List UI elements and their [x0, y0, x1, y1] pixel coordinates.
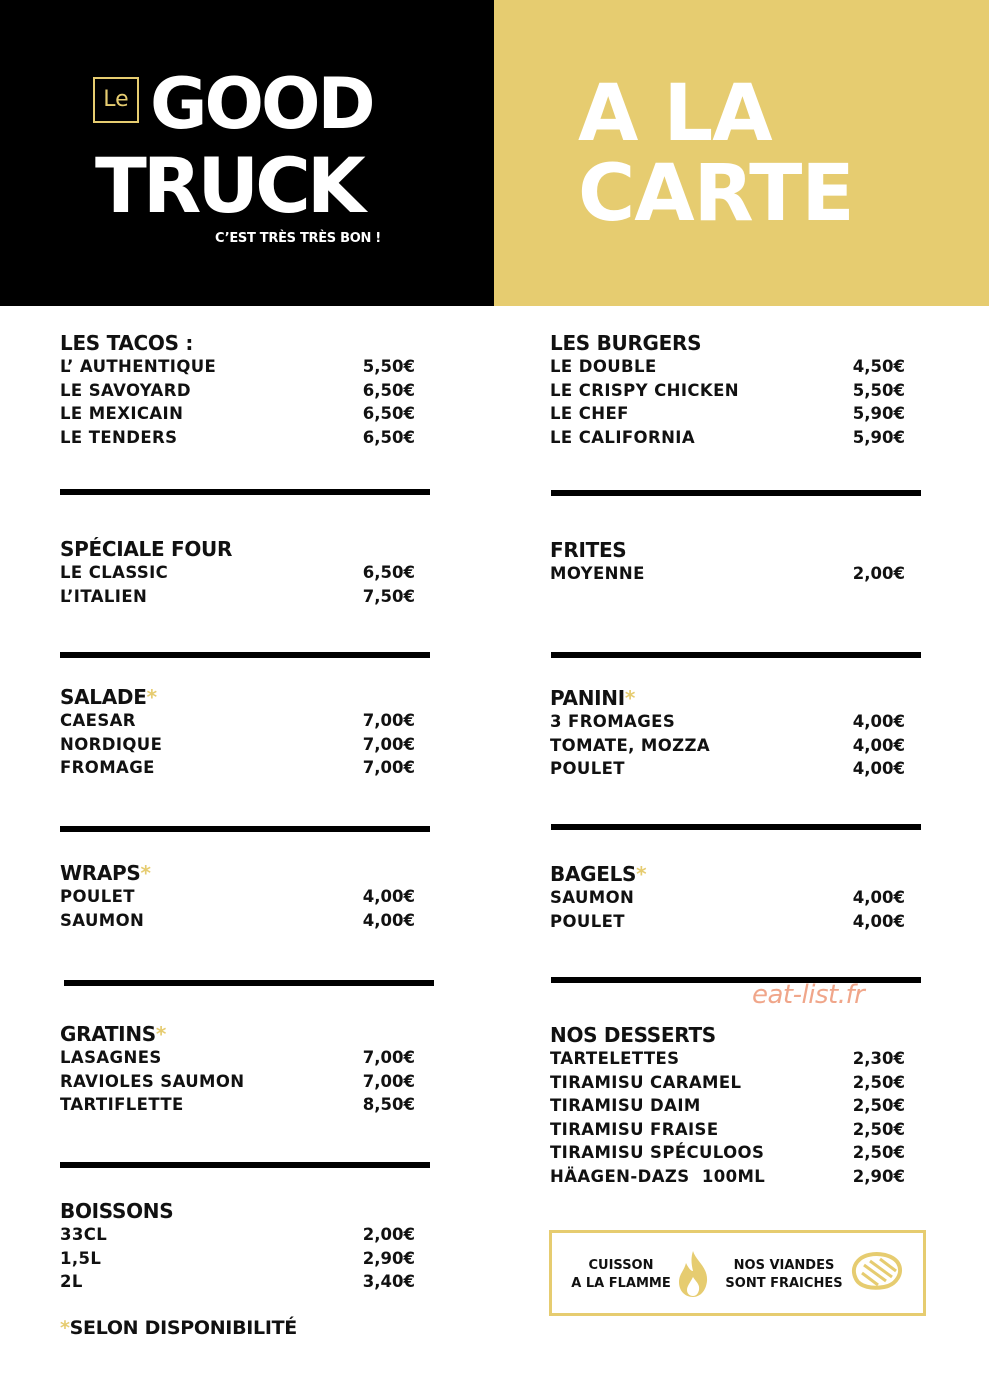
menu-item: TARTIFLETTE 8,50€ [60, 1095, 415, 1114]
menu-item: LE CRISPY CHICKEN 5,50€ [550, 380, 905, 400]
divider [60, 826, 430, 832]
footnote: *SELON DISPONIBILITÉ [60, 1317, 297, 1339]
tagline: C’EST TRÈS TRÈS BON ! [215, 231, 381, 246]
menu-item: TARTELETTES 2,30€ [550, 1049, 905, 1068]
badge-cuisson: CUISSON A LA FLAMME [571, 1258, 671, 1291]
title-line-2: CARTE [578, 149, 854, 239]
section-burgers [550, 331, 905, 449]
divider [551, 977, 921, 983]
menu-item: POULET 4,00€ [550, 911, 905, 931]
header-title-panel [494, 0, 989, 306]
divider [551, 490, 921, 496]
menu-item: LE TENDERS 6,50€ [60, 427, 415, 447]
page-title [578, 69, 854, 239]
menu-item: LASAGNES 7,00€ [60, 1048, 415, 1067]
section-panini [550, 686, 905, 781]
menu-item: LE CALIFORNIA 5,90€ [550, 427, 905, 447]
menu-item: TIRAMISU SPÉCULOOS 2,50€ [550, 1143, 905, 1162]
menu-item: LE MEXICAIN 6,50€ [60, 404, 415, 423]
menu-item: POULET 4,00€ [60, 887, 415, 906]
section-tacos [60, 331, 415, 449]
section-bagels [550, 862, 905, 933]
logo-good: GOOD [150, 63, 373, 145]
section-gratins [60, 1022, 415, 1117]
section-title: SPÉCIALE FOUR [60, 537, 233, 561]
section-title: LES TACOS : [60, 331, 194, 355]
divider [60, 652, 430, 658]
divider [60, 1162, 430, 1168]
section-speciale-four [60, 537, 415, 608]
divider [64, 980, 434, 986]
menu-item: SAUMON 4,00€ [550, 888, 905, 907]
divider [551, 652, 921, 658]
menu-item: SAUMON 4,00€ [60, 910, 415, 930]
menu-item: POULET 4,00€ [550, 759, 905, 778]
section-title: BAGELS* [550, 862, 647, 886]
menu-item: MOYENNE 2,00€ [550, 564, 905, 583]
logo-truck: TRUCK [95, 141, 362, 230]
menu-item: 3 FROMAGES 4,00€ [550, 712, 905, 731]
menu-item: TIRAMISU FRAISE 2,50€ [550, 1119, 905, 1139]
menu-item: LE SAVOYARD 6,50€ [60, 380, 415, 400]
section-title: LES BURGERS [550, 331, 702, 355]
menu-item: TIRAMISU CARAMEL 2,50€ [550, 1072, 905, 1092]
header-brand-panel [0, 0, 494, 306]
flame-icon [674, 1249, 712, 1299]
title-line-1: A LA [578, 69, 772, 159]
badge-viandes: NOS VIANDES SONT FRAICHES [725, 1258, 843, 1291]
menu-item: HÄAGEN-DAZS 100ML 2,90€ [550, 1166, 905, 1186]
section-frites [550, 538, 905, 586]
section-boissons [60, 1199, 415, 1294]
section-title: BOISSONS [60, 1199, 174, 1223]
quality-badges [549, 1230, 926, 1316]
menu-item: 1,5L 2,90€ [60, 1248, 415, 1268]
section-salade [60, 685, 415, 780]
menu-item: L’ITALIEN 7,50€ [60, 586, 415, 606]
menu-item: LE CLASSIC 6,50€ [60, 563, 415, 582]
menu-item: TOMATE, MOZZA 4,00€ [550, 735, 905, 755]
menu-item: TIRAMISU DAIM 2,50€ [550, 1096, 905, 1115]
steak-icon [850, 1251, 904, 1293]
section-title: FRITES [550, 538, 627, 562]
section-title: SALADE* [60, 685, 157, 709]
section-title: NOS DESSERTS [550, 1023, 716, 1047]
watermark: eat-list.fr [752, 980, 865, 1010]
menu-item: 33CL 2,00€ [60, 1225, 415, 1244]
menu-item: RAVIOLES SAUMON 7,00€ [60, 1071, 415, 1091]
menu-item: CAESAR 7,00€ [60, 711, 415, 730]
divider [60, 489, 430, 495]
logo-le-box: Le [93, 77, 139, 123]
section-title: PANINI* [550, 686, 636, 710]
section-wraps [60, 861, 415, 932]
menu-item: 2L 3,40€ [60, 1272, 415, 1291]
divider [551, 824, 921, 830]
menu-item: LE CHEF 5,90€ [550, 404, 905, 423]
section-title: GRATINS* [60, 1022, 167, 1046]
menu-item: FROMAGE 7,00€ [60, 758, 415, 777]
menu-item: L’ AUTHENTIQUE 5,50€ [60, 357, 415, 376]
menu-item: NORDIQUE 7,00€ [60, 734, 415, 754]
section-title: WRAPS* [60, 861, 151, 885]
section-desserts [550, 1023, 905, 1188]
menu-item: LE DOUBLE 4,50€ [550, 357, 905, 376]
